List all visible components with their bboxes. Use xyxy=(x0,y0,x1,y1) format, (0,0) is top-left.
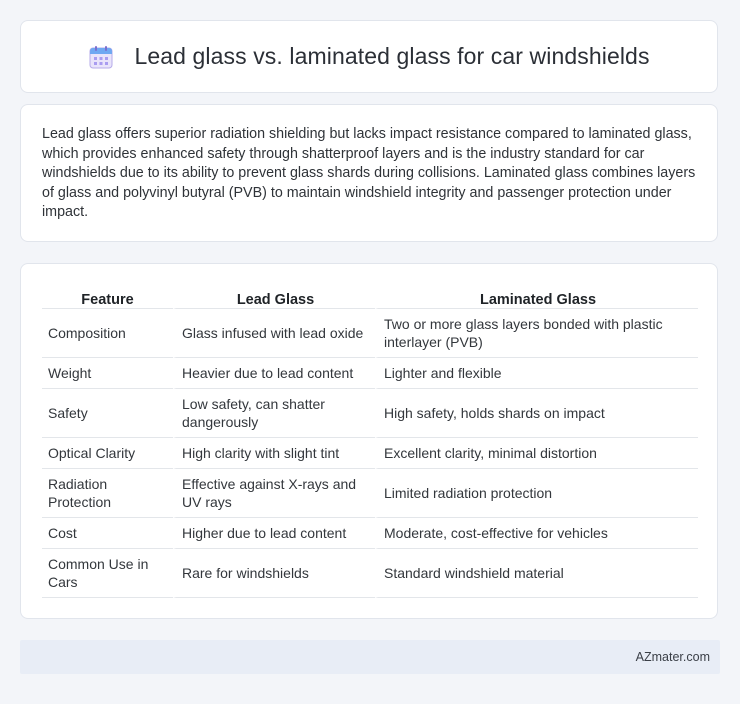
lead-glass-cell: Low safety, can shatter dangerously xyxy=(173,389,375,438)
table-header-row xyxy=(42,284,698,309)
feature-cell: Weight xyxy=(42,358,173,389)
table-row xyxy=(42,518,698,549)
footer-brand[interactable]: AZmater.com xyxy=(635,650,710,664)
table-row xyxy=(42,469,698,518)
lead-glass-cell: Effective against X-rays and UV rays xyxy=(173,469,375,518)
feature-cell: Cost xyxy=(42,518,173,549)
table-row xyxy=(42,389,698,438)
column-header-feature: Feature xyxy=(42,284,173,309)
calendar-icon xyxy=(88,44,114,70)
lead-glass-cell: Heavier due to lead content xyxy=(173,358,375,389)
feature-cell: Composition xyxy=(42,309,173,358)
column-header-laminated-glass: Laminated Glass xyxy=(375,284,698,309)
laminated-glass-cell: Moderate, cost-effective for vehicles xyxy=(375,518,698,549)
table-row xyxy=(42,438,698,469)
column-header-lead-glass: Lead Glass xyxy=(173,284,375,309)
comparison-table xyxy=(42,284,698,598)
comparison-table-card xyxy=(20,263,718,619)
table-row xyxy=(42,309,698,358)
feature-cell: Common Use in Cars xyxy=(42,549,173,598)
laminated-glass-cell: Standard windshield material xyxy=(375,549,698,598)
laminated-glass-cell: Two or more glass layers bonded with plastic interlayer (PVB) xyxy=(375,309,698,358)
laminated-glass-cell: Limited radiation protection xyxy=(375,469,698,518)
lead-glass-cell: High clarity with slight tint xyxy=(173,438,375,469)
feature-cell: Radiation Protection xyxy=(42,469,173,518)
page-title: Lead glass vs. laminated glass for car windshields xyxy=(134,43,650,69)
laminated-glass-cell: Lighter and flexible xyxy=(375,358,698,389)
footer-bar xyxy=(20,640,720,674)
title-card xyxy=(20,20,718,93)
laminated-glass-cell: High safety, holds shards on impact xyxy=(375,389,698,438)
lead-glass-cell: Higher due to lead content xyxy=(173,518,375,549)
laminated-glass-cell: Excellent clarity, minimal distortion xyxy=(375,438,698,469)
lead-glass-cell: Rare for windshields xyxy=(173,549,375,598)
feature-cell: Safety xyxy=(42,389,173,438)
table-row xyxy=(42,549,698,598)
feature-cell: Optical Clarity xyxy=(42,438,173,469)
summary-card xyxy=(20,104,718,242)
summary-text: Lead glass offers superior radiation shielding but lacks impact resistance compared to laminated glass, which provides enhanced safety through shatterproof layers and is the industry standard for car windshields due to its ability to prevent glass shards during collisions. Laminated glass combines layers of glass and polyvinyl butyral (PVB) to maintain windshield integrity and passenger protection under impact. xyxy=(42,126,696,221)
lead-glass-cell: Glass infused with lead oxide xyxy=(173,309,375,358)
table-row xyxy=(42,358,698,389)
